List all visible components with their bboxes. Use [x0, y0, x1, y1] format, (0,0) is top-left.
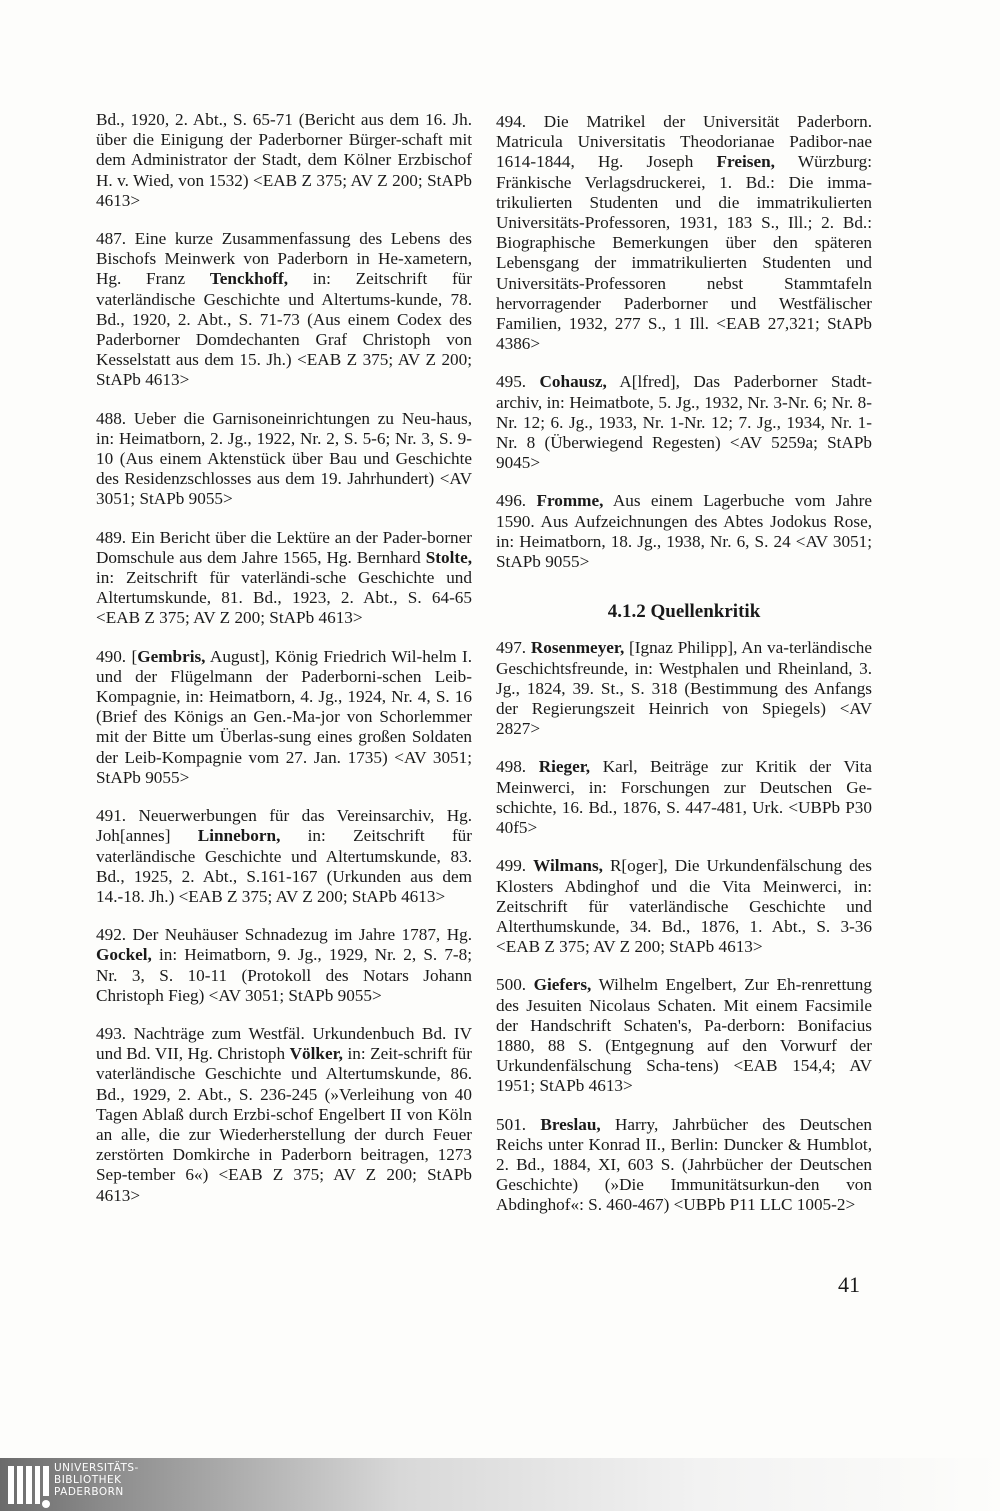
left-column [96, 110, 472, 1224]
entry-488: 488. Ueber die Garnisoneinrichtungen zu Neu-haus, in: Heimatborn, 2. Jg., 1922, Nr. 2, S. 5-6; Nr. 3, S. 9-10 (Aus einem Aktenstück über Bau und Geschichte des Residenzschlosses aus dem 19. Jahrhundert) <AV 3051; StAPb 9055> [96, 408, 472, 509]
logo-dot-icon [42, 1500, 50, 1508]
entry-486-continued: Bd., 1920, 2. Abt., S. 65-71 (Bericht aus dem 16. Jh. über die Einigung der Paderborner Bürger-schaft mit dem Administrator der Stadt, dem Kölner Erzbischof H. v. Wied, von 1532) <EAB Z 375; AV Z 200; StAPb 4613> [96, 110, 472, 210]
logo-line-2: BIBLIOTHEK [54, 1474, 122, 1486]
entry-487: 487. Eine kurze Zusammenfassung des Lebens des Bischofs Meinwerk von Paderborn in He-xametern, Hg. Franz Tenckhoff, in: Zeitschrift für vaterländische Geschichte und Altertums-kunde, 78. Bd., 1920, 2. Abt., S. 71-73 (Aus einem Codex des Paderborner Domdechanten Graf Christoph von Kesselstatt aus dem 15. Jh.) <EAB Z 375; AV Z 200; StAPb 4613> [96, 229, 472, 390]
entry-492: 492. Der Neuhäuser Schnadezug im Jahre 1787, Hg. Gockel, in: Heimatborn, 9. Jg., 1929, Nr. 2, S. 7-8; Nr. 3, S. 10-11 (Protokoll des Notars Johann Christoph Fieg) <AV 3051; StAPb 9055> [96, 925, 472, 1005]
section-heading: 4.1.2 Quellenkritik [607, 601, 761, 623]
logo-text [54, 1462, 139, 1498]
page-number: 41 [838, 1272, 860, 1297]
entry-500: 500. Giefers, Wilhelm Engelbert, Zur Eh-renrettung des Jesuiten Nicolaus Schaten. Mit einem Facsimile der Handschrift Schaten's, Pa-derborn: Bonifacius 1880, 88 S. (Entgegnung auf den Vorwurf der Urkundenfälschung Scha-tens) <EAB 154,4; AV 1951; StAPb 4613> [496, 975, 872, 1096]
library-logo [4, 1462, 164, 1508]
logo-line-3: PADERBORN [54, 1486, 124, 1498]
right-column [496, 112, 872, 1234]
entry-499: 499. Wilmans, R[oger], Die Urkundenfälschung des Klosters Abdinghof und die Vita Meinwerci, in: Zeitschrift für vaterländische Geschichte und Alterthumskunde, 34. Bd., 1876, 1. Abt., S. 3-36 <EAB Z 375; AV Z 200; StAPb 4613> [496, 856, 872, 957]
entry-491: 491. Neuerwerbungen für das Vereinsarchiv, Hg. Joh[annes] Linneborn, in: Zeitschrift für vaterländische Geschichte und Altertumskunde, 83. Bd., 1925, 2. Abt., S.161-167 (Urkunden aus dem 14.-18. Jh.) <EAB Z 375; AV Z 200; StAPb 4613> [96, 806, 472, 906]
entry-501: 501. Breslau, Harry, Jahrbücher des Deutschen Reichs unter Konrad II., Berlin: Duncker & Humblot, 2. Bd., 1884, XI, 603 S. (Jahrbücher der Deutschen Geschichte) (»Die Immunitätsurkun-den von Abdinghof«: S. 460-467) <UBPb P11 LLC 1005-2> [496, 1114, 872, 1215]
logo-line-1: UNIVERSITÄTS- [54, 1462, 139, 1474]
entry-490: 490. [Gembris, August], König Friedrich Wil-helm I. und der Flügelmann der Paderborni-schen Leib-Kompagnie, in: Heimatborn, 4. Jg., 1924, Nr. 4, S. 16 (Brief des Königs an Gen.-Ma-jor von Schorlemmer mit der Bitte um Überlas-sung eines großen Soldaten der Leib-Kompagnie vom 27. Jan. 1735) <AV 3051; StAPb 9055> [96, 646, 472, 787]
entry-493: 493. Nachträge zum Westfäl. Urkundenbuch Bd. IV und Bd. VII, Hg. Christoph Völker, in: Zeit-schrift für vaterländische Geschichte und Altertumskunde, 86. Bd., 1929, 2. Abt., S. 236-245 (»Verleihung von 40 Tagen Ablaß durch Erzbi-schof Engelbert II von Köln an alle, die zur Wiederherstellung der durch Feuer zerstörten Domkirche in Paderborn beitragen, 1273 Sep-tember 6«) <EAB Z 375; AV Z 200; StAPb 4613> [96, 1023, 472, 1205]
entry-494: 494. Die Matrikel der Universität Paderborn. Matricula Universitatis Theodorianae Padibor-nae 1614-1844, Hg. Joseph Freisen, Würzburg: Fränkische Verlagsdruckerei, 1. Bd.: Die imma-trikulierten Studenten und die immatrikulierten Universitäts-Professoren, 1931, 183 S., Ill.; 2. Bd.: Biographische Bemerkungen über den späteren Lebensgang der immatrikulierten Studenten und Universitäts-Professoren nebst Stammtafeln hervorragender Paderborner und Westfälischer Familien, 1932, 277 S., 1 Ill. <EAB 27,321; StAPb 4386> [496, 112, 872, 354]
entry-498: 498. Rieger, Karl, Beiträge zur Kritik der Vita Meinwerci, in: Forschungen zur Deutschen Ge-schichte, 16. Bd., 1876, S. 447-481, Urk. <UBPb P30 40f5> [496, 757, 873, 838]
entry-496: 496. Fromme, Aus einem Lagerbuche vom Jahre 1590. Aus Aufzeichnungen des Abtes Jodokus Rose, in: Heimatborn, 18. Jg., 1938, Nr. 6, S. 24 <AV 3051; StAPb 9055> [496, 491, 872, 572]
entry-497: 497. Rosenmeyer, [Ignaz Philipp], An va-terländische Geschichtsfreunde, in: Westphalen und Rheinland, 3. Jg., 1824, 39. St., S. 318 (Bestimmung des Anfangs der Regierungszeit Heinrich von Spiegels) <AV 2827> [496, 638, 872, 739]
entry-495: 495. Cohausz, A[lfred], Das Paderborner Stadt-archiv, in: Heimatbote, 5. Jg., 1932, Nr. 3-Nr. 6; Nr. 8-Nr. 12; 6. Jg., 1933, Nr. 1-Nr. 12; 7. Jg., 1934, Nr. 1-Nr. 8 (Überwiegend Regesten) <AV 5259a; StAPb 9045> [496, 372, 872, 473]
entry-489: 489. Ein Bericht über die Lektüre an der Pader-borner Domschule aus dem Jahre 1565, Hg. Bernhard Stolte, in: Zeitschrift für vaterländi-sche Geschichte und Altertumskunde, 81. Bd., 1923, 2. Abt., S. 64-65 <EAB Z 375; AV Z 200; StAPb 4613> [96, 527, 472, 628]
